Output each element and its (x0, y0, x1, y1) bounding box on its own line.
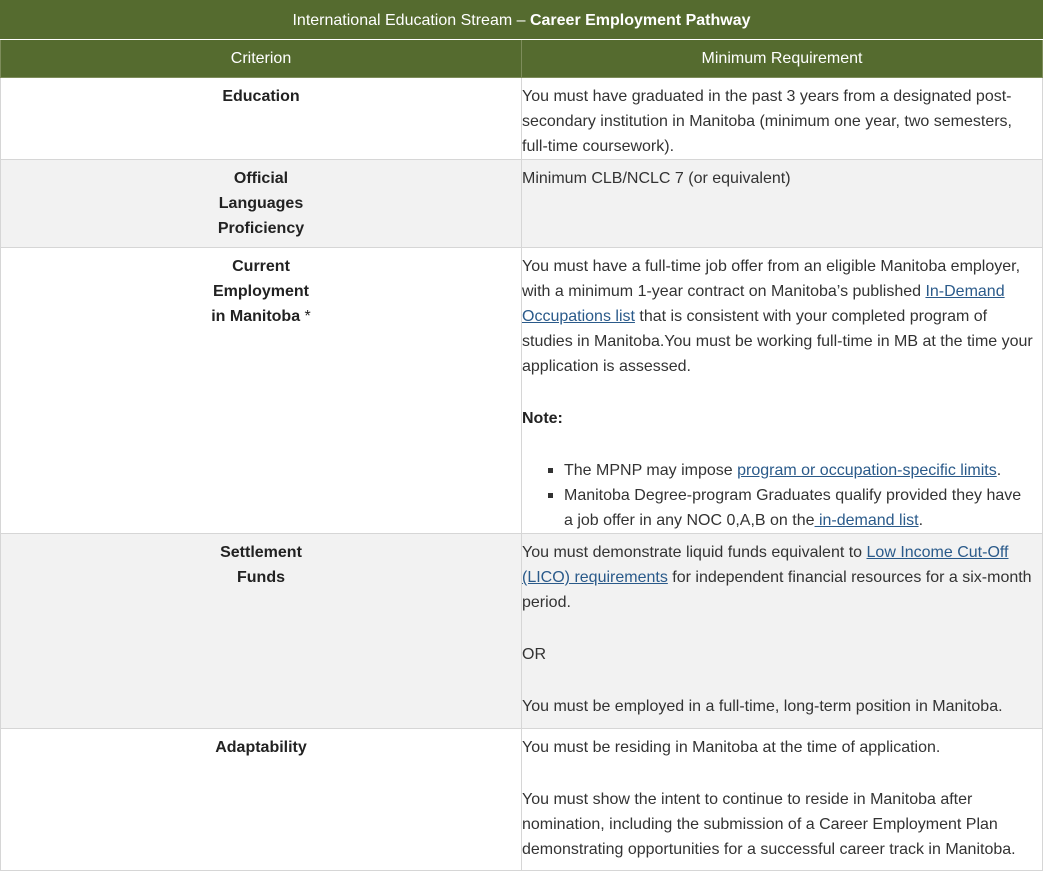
program-limits-link[interactable]: program or occupation-specific limits (737, 462, 997, 479)
title-prefix: International Education Stream – (292, 11, 530, 29)
table-title-row (1, 1, 1043, 40)
table-row-education (1, 78, 1043, 160)
criterion-label: Adaptability (215, 739, 307, 756)
requirement-text (522, 540, 1034, 615)
text-segment: You must demonstrate liquid funds equivalent to (522, 544, 867, 561)
requirement-text: Minimum CLB/NCLC 7 (or equivalent) (522, 170, 791, 187)
criterion-cell (1, 534, 522, 729)
criterion-label: Settlement (220, 544, 302, 561)
or-text: OR (522, 646, 546, 663)
text-segment: that is consistent with your completed program of studies in Manitoba.You must be working full-time in MB at the time your application is assessed. (522, 308, 1033, 375)
header-row (1, 40, 1043, 78)
text-segment: . (918, 512, 924, 529)
table-row-languages (1, 160, 1043, 248)
requirement-text: You must show the intent to continue to reside in Manitoba after nomination, including the submission of a Career Employment Plan demonstrating opportunities for a successful career track in Manitoba. (522, 791, 1016, 858)
requirement-cell (522, 248, 1043, 534)
text-segment: You must have a full-time job offer from an eligible Manitoba employer, with a minimum 1-year contract on Manitoba’s published (522, 258, 1021, 300)
criterion-label: Funds (237, 569, 285, 586)
criterion-label: Proficiency (217, 220, 305, 237)
criterion-label: in Manitoba (211, 308, 301, 325)
criterion-asterisk: * (300, 308, 311, 325)
criterion-cell (1, 248, 522, 534)
criterion-label: Employment (212, 283, 309, 300)
requirement-text (522, 254, 1034, 379)
note-label: Note: (522, 410, 563, 427)
text-segment: for independent financial resources for a six-month period. (522, 569, 1032, 611)
requirement-header: Minimum Requirement (522, 40, 1043, 78)
criterion-label: Official (233, 170, 289, 187)
table-row-employment (1, 248, 1043, 534)
requirement-text: You must have graduated in the past 3 years from a designated post-secondary institution in Manitoba (minimum one year, two semesters, full-time coursework). (522, 88, 1012, 155)
lico-requirements-link[interactable]: Low Income Cut-Off (LICO) requirements (522, 544, 1009, 586)
title-bold: Career Employment Pathway (529, 11, 751, 29)
criterion-header: Criterion (1, 40, 522, 78)
requirement-cell (522, 534, 1043, 729)
criterion-label: Current (232, 258, 290, 275)
list-item (564, 483, 1034, 533)
bullet-icon (548, 493, 553, 498)
in-demand-list-link[interactable]: in-demand list (814, 512, 919, 529)
requirement-text: You must be residing in Manitoba at the time of application. (522, 739, 941, 756)
criterion-cell (1, 160, 522, 248)
bullet-icon (548, 468, 553, 473)
requirement-cell (522, 78, 1043, 160)
text-segment: Manitoba Degree-program Graduates qualify provided they have a job offer in any NOC 0,A,B on the (564, 487, 1022, 529)
requirement-text: You must be employed in a full-time, long-term position in Manitoba. (522, 698, 1003, 715)
criterion-label: Education (222, 88, 300, 105)
criterion-cell (1, 78, 522, 160)
table-row-adaptability (1, 729, 1043, 871)
note-list (522, 458, 1034, 533)
text-segment: . (996, 462, 1002, 479)
list-item (564, 458, 1034, 483)
text-segment: The MPNP may impose (564, 462, 738, 479)
requirement-cell (522, 160, 1043, 248)
criterion-cell (1, 729, 522, 871)
table-row-settlement (1, 534, 1043, 729)
in-demand-occupations-link[interactable]: In-Demand Occupations list (522, 283, 1005, 325)
table-title (1, 1, 1043, 40)
criterion-label: Languages (218, 195, 304, 212)
requirement-cell (522, 729, 1043, 871)
